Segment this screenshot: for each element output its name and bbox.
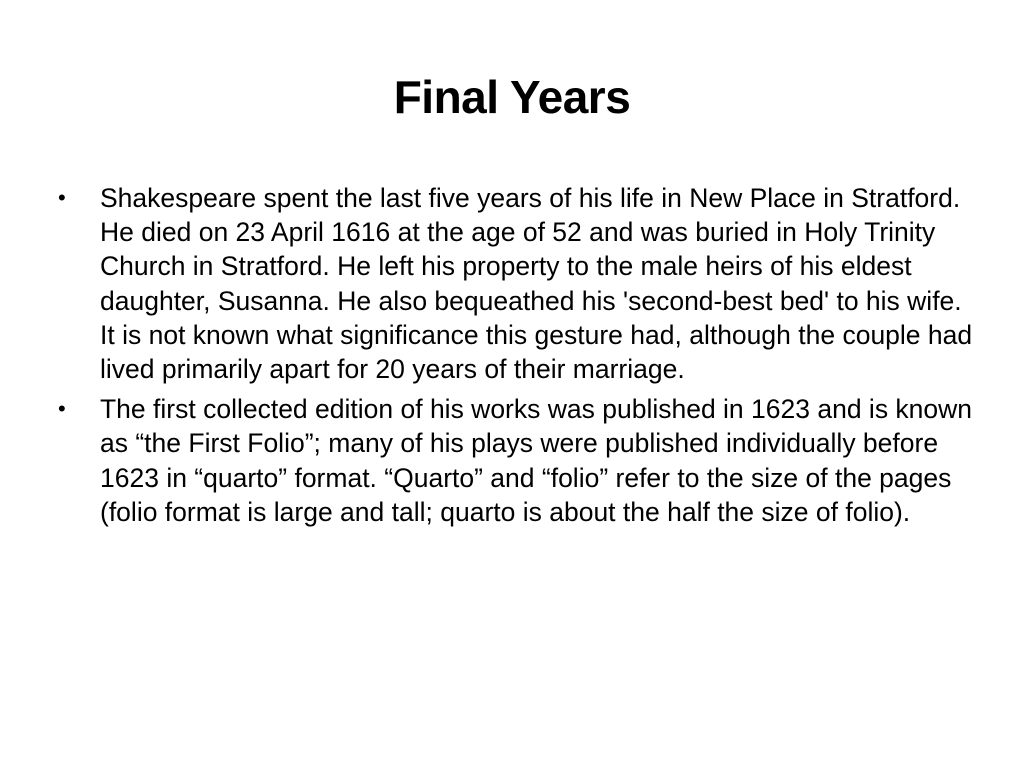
- bullet-marker: •: [58, 185, 66, 210]
- bullet-item: [58, 392, 978, 529]
- bullet-text: The first collected edition of his works was published in 1623 and is known as “the First Folio”; many of his plays were published individually before 1623 in “quarto” format. “Quarto” and “folio” refer to the size of the pages (folio format is large and tall; quarto is about the half the size of folio).: [100, 394, 973, 527]
- slide-title: Final Years: [393, 71, 631, 123]
- bullet-text: Shakespeare spent the last five years of his life in New Place in Stratford. He died on 23 April 1616 at the age of 52 and was buried in Holy Trinity Church in Stratford. He left his property to the male heirs of his eldest daughter, Susanna. He also bequeathed his 'second-best bed' to his wife. It is not known what significance this gesture had, although the couple had lived primarily apart for 20 years of their marriage.: [100, 183, 973, 385]
- bullet-marker: •: [58, 396, 66, 422]
- bullet-item: [58, 181, 978, 386]
- bullet-list: [58, 181, 978, 535]
